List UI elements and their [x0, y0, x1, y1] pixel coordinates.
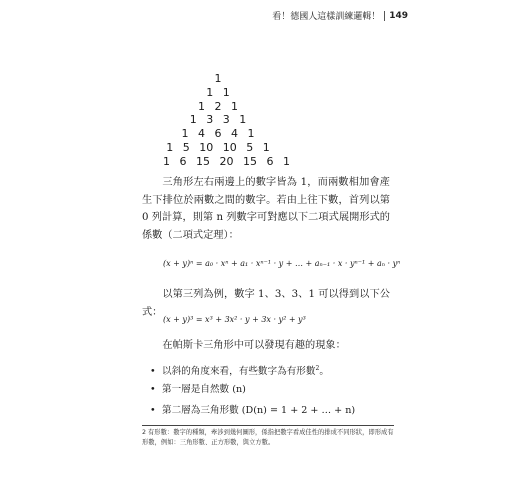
footnote-ref[interactable]: 2	[315, 365, 320, 372]
pascal-row-5: 1 5 10 10 5 1	[166, 140, 270, 154]
bullet-marker: •	[150, 384, 156, 395]
pascal-triangle	[163, 72, 290, 169]
pascal-row-6: 1 6 15 20 15 6 1	[163, 154, 290, 168]
running-header	[272, 9, 408, 22]
bullet-marker: •	[150, 366, 156, 378]
bullet-text: 第二層為三角形數 (D(n) = 1 + 2 + … + n)	[162, 405, 356, 416]
bullet-text: 以斜的角度來看，有些數字為有形數	[162, 366, 316, 378]
observation-paragraph: 在帕斯卡三角形中可以發現有趣的現象：	[162, 340, 346, 351]
footnote: 2 有形數：數字的種類，牽涉到幾何圖形，係指把數字看成佳性的排成不同形狀，即形成有形數，例如：三角形數、正方形數，與立方數。	[142, 429, 394, 446]
page-number: 149	[389, 10, 408, 21]
bullet-item-triangular-numbers	[150, 400, 400, 421]
bullet-item-natural-numbers	[150, 379, 400, 400]
bullet-text: 第一層是自然數 (n)	[162, 384, 246, 395]
pascal-row-1: 1 1	[206, 85, 230, 99]
intro-paragraph: 三角形左右兩邊上的數字皆為 1，而兩數相加會產生下排位於兩數之間的數字。若由上往下數，首列以第 0 列計算，則第 n 列數字可對應以下二項式展開形式的係數（二項式定理）：	[142, 177, 390, 241]
header-title: 看！德國人這樣訓練邏輯！	[272, 12, 381, 22]
pascal-row-3: 1 3 3 1	[189, 113, 247, 127]
pascal-row-0: 1	[214, 72, 222, 85]
pascal-row-4: 1 4 6 4 1	[181, 127, 255, 141]
cubic-expansion-formula: (x + y)³ = x³ + 3x² · y + 3x · y² + y³	[163, 315, 306, 324]
bullet-list	[150, 358, 400, 421]
bullet-item-figurate	[150, 358, 400, 379]
bullet-text-end: 。	[319, 366, 329, 378]
pascal-row-2: 1 2 1	[198, 99, 238, 113]
header-divider	[384, 11, 385, 21]
footnote-rule	[142, 425, 394, 426]
bullet-marker: •	[150, 405, 156, 416]
example-paragraph: 以第三列為例，數字 1、3、3、1 可以得到以下公式：	[142, 289, 390, 318]
binomial-formula: (x + y)ⁿ = a₀ · xⁿ + a₁ · xⁿ⁻¹ · y + … + aₙ₋₁ · x · yⁿ⁻¹ + aₙ · yⁿ	[163, 259, 401, 268]
